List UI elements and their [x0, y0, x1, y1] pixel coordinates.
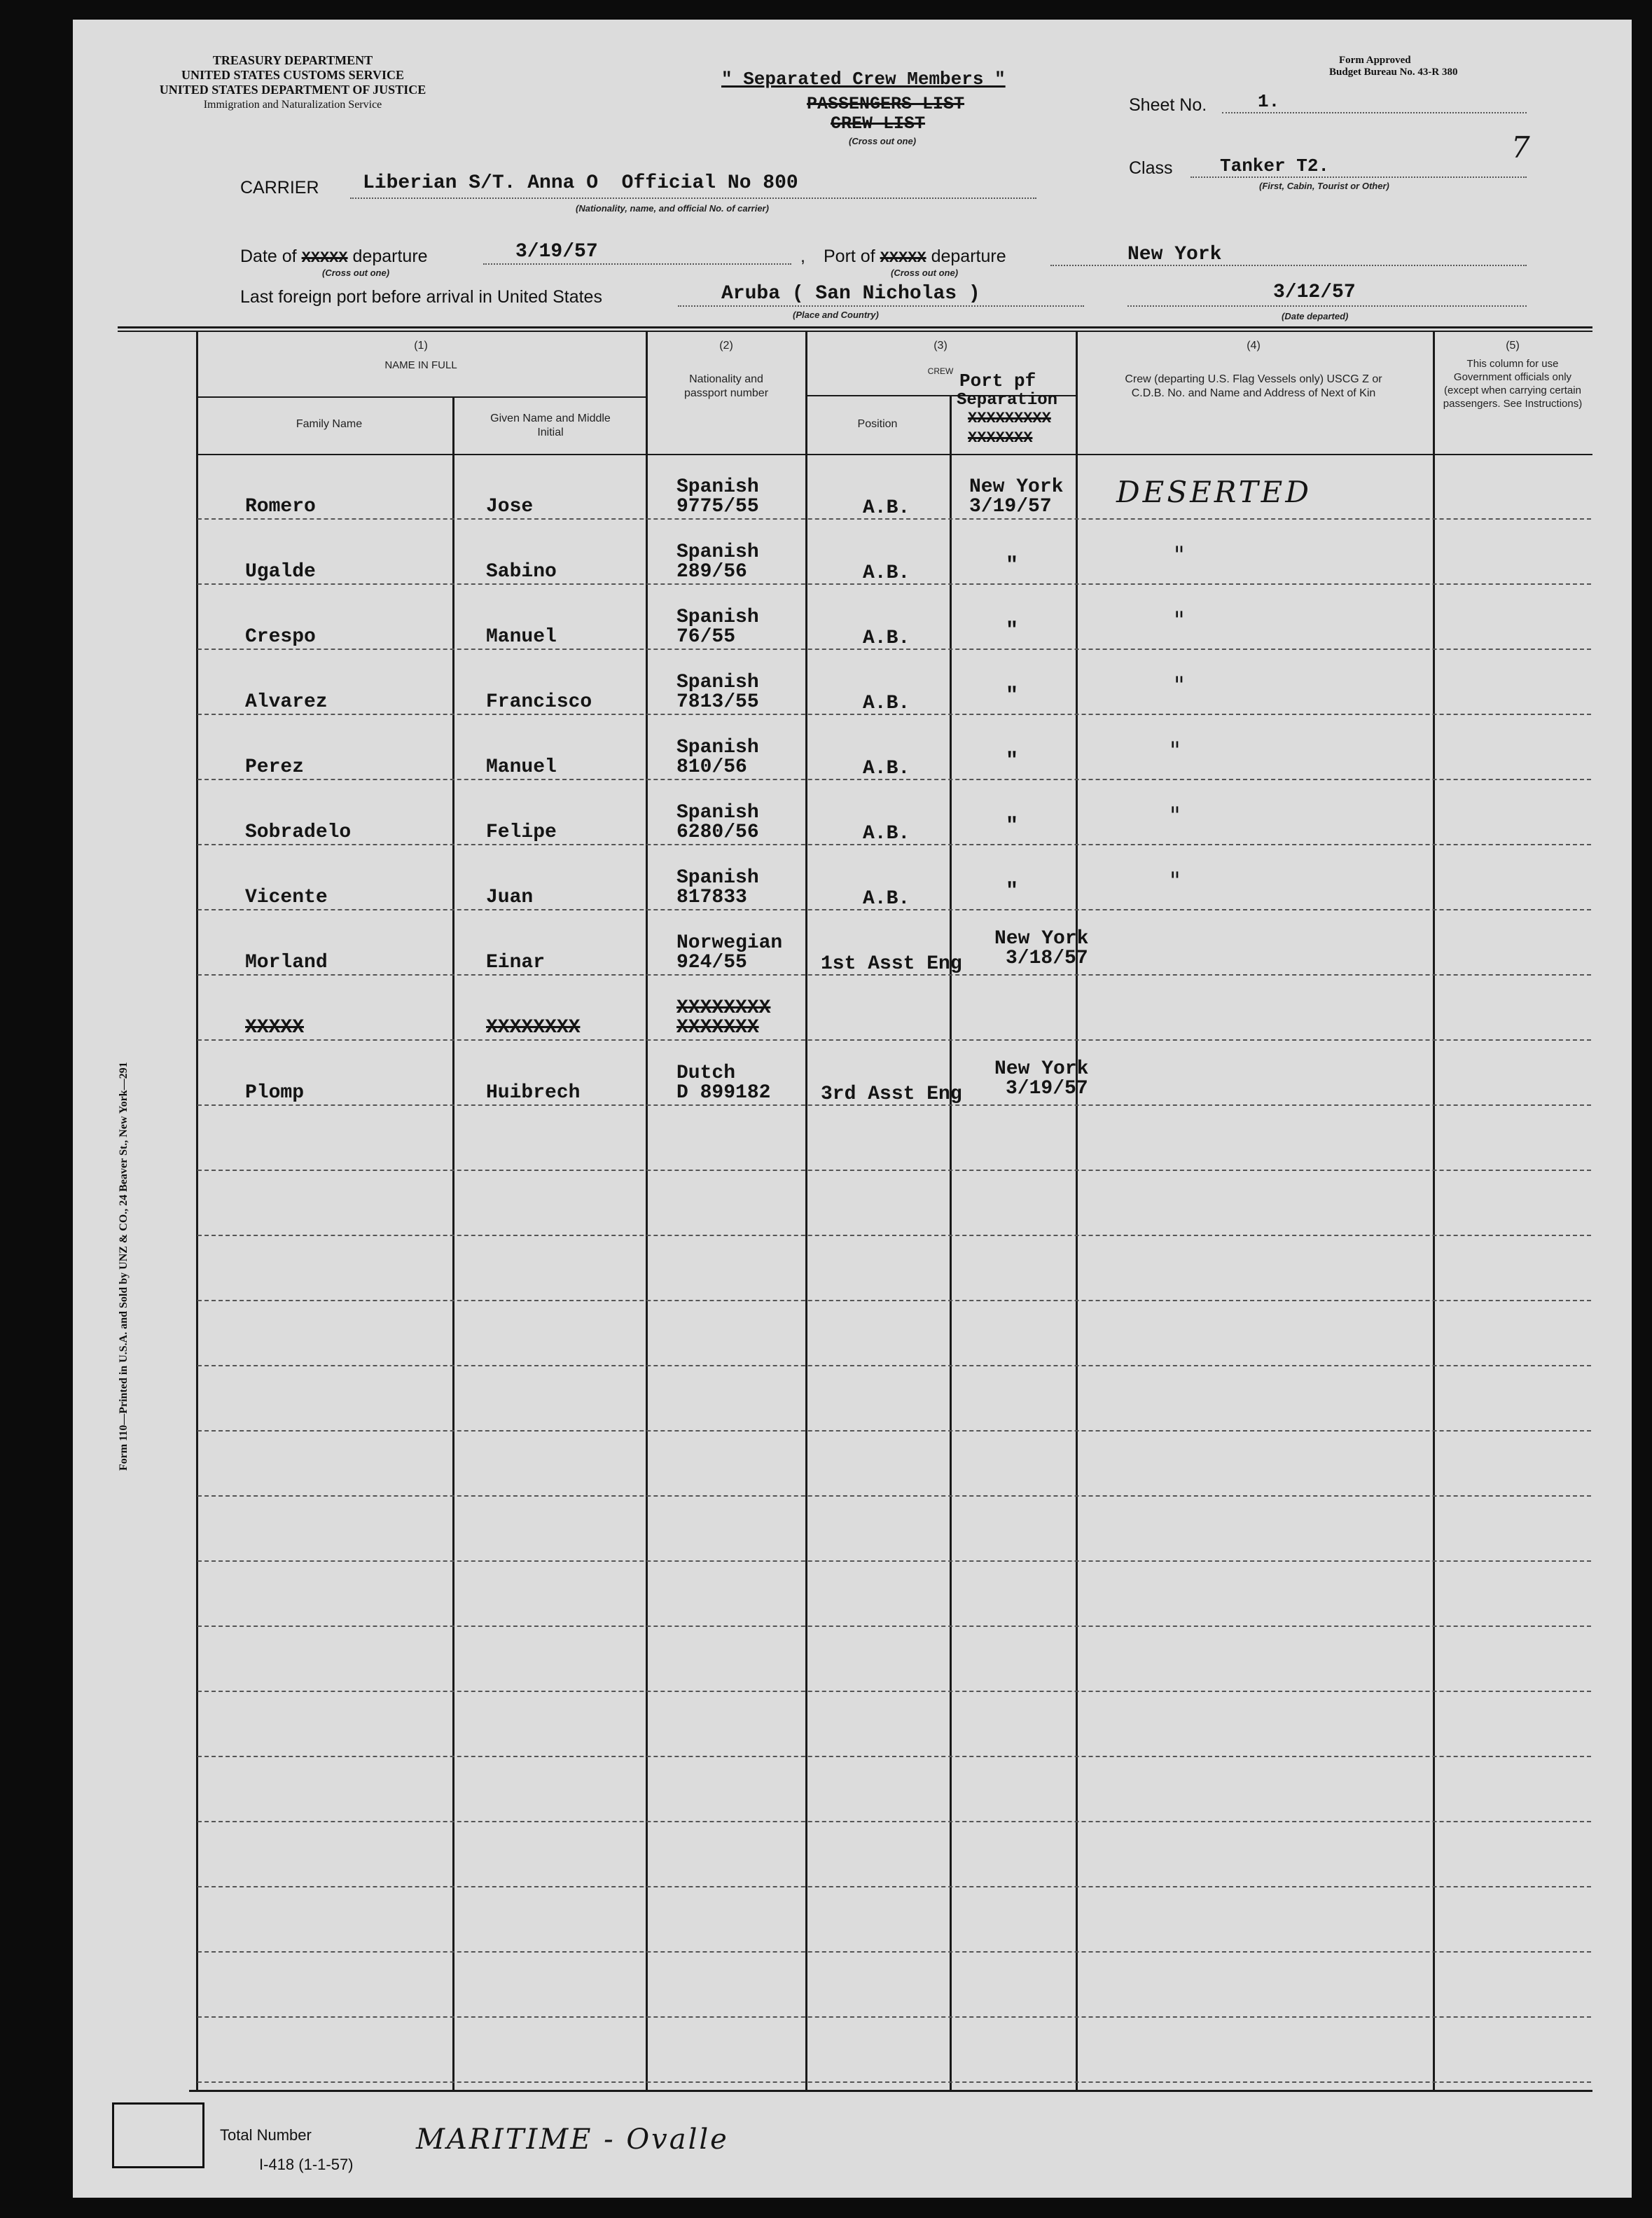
class-rule [1191, 176, 1527, 178]
family-name-cell: Perez [245, 756, 305, 778]
sheet-rule [1222, 112, 1527, 113]
col3b-struck-1: XXXXXXXXX [968, 410, 1051, 427]
departure-port: New York [1127, 244, 1222, 265]
given-name-cell: Juan [486, 887, 534, 908]
port-ditto-cell: " [1006, 749, 1019, 773]
sheet-value: 1. [1258, 91, 1280, 112]
col1-number: (1) [414, 340, 428, 352]
col5-header [1443, 339, 1583, 410]
given-name-cell: Manuel [486, 756, 557, 778]
col5-number: (5) [1506, 340, 1520, 352]
row-rule [197, 1560, 1591, 1562]
nationality-cell: Spanish [676, 802, 759, 824]
position-cell: A.B. [863, 823, 910, 845]
class-value: Tanker T2. [1220, 155, 1330, 176]
row-rule [197, 1626, 1591, 1627]
date-struck: XXXXX [301, 249, 348, 267]
justice-line: UNITED STATES DEPARTMENT OF JUSTICE [159, 83, 426, 97]
margin-number: 7 [1511, 130, 1530, 165]
given-name-cell: Sabino [486, 561, 557, 583]
family-name-cell: Plomp [245, 1082, 305, 1104]
remark-cell: " [1174, 672, 1185, 700]
approval-line1: Form Approved [1339, 55, 1411, 66]
port-rule [1050, 265, 1527, 266]
nationality-cell: Spanish [676, 607, 759, 628]
port-ditto-cell: " [1006, 815, 1019, 838]
agency-header [153, 53, 433, 112]
col4-number: (4) [1247, 340, 1261, 352]
nationality-cell: Norwegian [676, 932, 783, 954]
row-rule [197, 1170, 1591, 1171]
nationality-cell: Spanish [676, 476, 759, 498]
treasury-line: TREASURY DEPARTMENT [212, 53, 373, 67]
port-ditto-cell: " [1006, 880, 1019, 903]
carrier-note: (Nationality, name, and official No. of carrier) [576, 203, 769, 214]
total-number-label: Total Number [220, 2126, 312, 2144]
given-name-cell: Francisco [486, 691, 592, 713]
family-name-cell: Alvarez [245, 691, 328, 713]
separation-date-cell: 3/19/57 [1006, 1078, 1088, 1100]
col3a-position: Position [857, 418, 898, 430]
col4-header [1113, 339, 1394, 401]
row-rule [197, 1691, 1591, 1692]
date-rule [483, 263, 791, 265]
table-bottom-rule [189, 2090, 1592, 2092]
handwritten-signature: MARITIME - Ovalle [416, 2123, 729, 2156]
row-rule [197, 1886, 1591, 1887]
passport-cell: 7813/55 [676, 691, 759, 713]
given-name-cell: Einar [486, 952, 546, 973]
position-cell: 1st Asst Eng [821, 953, 962, 975]
col3b-struck-2: XXXXXXX [968, 429, 1033, 447]
col3b-header [957, 371, 1057, 410]
position-cell: A.B. [863, 562, 910, 584]
passport-cell: 76/55 [676, 626, 736, 648]
remark-cell: " [1169, 867, 1181, 895]
family-name-cell: XXXXX [245, 1017, 305, 1039]
row-rule [197, 1430, 1591, 1432]
port-ditto-cell: " [1006, 619, 1019, 643]
last-port-date: 3/12/57 [1273, 282, 1356, 303]
nationality-cell: Spanish [676, 737, 759, 758]
col2-title: Nationality and passport number [683, 373, 769, 399]
cross-out-note: (Cross out one) [849, 136, 917, 146]
passport-cell: 924/55 [676, 952, 747, 973]
last-port-label: Last foreign port before arrival in United States [240, 287, 602, 307]
row-rule [197, 1495, 1591, 1497]
name-subheader-rule [196, 396, 646, 398]
remark-cell: " [1169, 737, 1181, 765]
side-imprint: Form 110—Printed in U.S.A. and Sold by UNZ & CO., 24 Beaver St., New York—291 [118, 1062, 130, 1471]
row-rule [197, 1365, 1591, 1366]
passport-cell: D 899182 [676, 1082, 771, 1104]
given-name-cell: Jose [486, 496, 534, 518]
given-name-cell: Felipe [486, 822, 557, 843]
col5-title: This column for use Government officials only (except when carrying certain passengers. See Instructions) [1443, 358, 1583, 410]
col-left-border [196, 332, 198, 2090]
struck-crew-list: CREW LIST [831, 113, 926, 134]
nationality-cell: Spanish [676, 672, 759, 693]
passport-cell: 9775/55 [676, 496, 759, 518]
col1-title: NAME IN FULL [384, 359, 457, 371]
col-divider-name [452, 398, 454, 2090]
passport-cell: 817833 [676, 887, 747, 908]
port-label [824, 247, 1006, 267]
nationality-cell: Spanish [676, 867, 759, 889]
col2-number: (2) [719, 340, 733, 352]
nationality-cell: Dutch [676, 1062, 736, 1084]
port-cell: New York [969, 476, 1064, 498]
family-name-cell: Morland [245, 952, 328, 973]
last-port-date-rule [1127, 305, 1527, 307]
port-ditto-cell: " [1006, 684, 1019, 708]
col3-title: CREW [927, 366, 954, 376]
passport-cell: 289/56 [676, 561, 747, 583]
class-label: Class [1129, 158, 1173, 178]
remark-cell: DESERTED [1116, 475, 1312, 509]
family-name-cell: Ugalde [245, 561, 316, 583]
passport-cell: 810/56 [676, 756, 747, 778]
row-rule [197, 1235, 1591, 1236]
last-port-note: (Place and Country) [793, 310, 879, 320]
position-cell: A.B. [863, 758, 910, 779]
col3b-typed-1: Port pf [959, 370, 1036, 391]
carrier-value: Liberian S/T. Anna O Official No 800 [363, 172, 798, 194]
col4-title: Crew (departing U.S. Flag Vessels only) USCG Z or C.D.B. No. and Name and Address of Next of Kin [1125, 373, 1382, 399]
family-name-cell: Sobradelo [245, 822, 352, 843]
date-label-pre: Date of [240, 247, 297, 266]
total-number-box [112, 2102, 204, 2168]
customs-line: UNITED STATES CUSTOMS SERVICE [181, 68, 404, 82]
position-cell: A.B. [863, 888, 910, 910]
nationality-cell: XXXXXXXX [676, 997, 771, 1019]
date-label-post: departure [352, 247, 428, 266]
port-ditto-cell: " [1006, 554, 1019, 578]
given-name-cell: Huibrech [486, 1082, 581, 1104]
row-rule [197, 1039, 1591, 1041]
typed-title: " Separated Crew Members " [721, 69, 1006, 90]
separation-date-cell: 3/18/57 [1006, 948, 1088, 969]
family-name-cell: Vicente [245, 887, 328, 908]
position-cell: A.B. [863, 497, 910, 519]
approval-line2: Budget Bureau No. 43-R 380 [1329, 67, 1458, 78]
col1a-family-name: Family Name [296, 418, 363, 430]
row-rule [197, 2081, 1591, 2083]
position-cell: 3rd Asst Eng [821, 1083, 962, 1105]
remark-cell: " [1174, 607, 1185, 635]
row-rule [197, 1821, 1591, 1822]
col-divider-2-3 [805, 332, 807, 2090]
sheet-label: Sheet No. [1129, 95, 1207, 115]
nationality-cell: Spanish [676, 541, 759, 563]
port-cell: New York [994, 1058, 1089, 1080]
ins-line: Immigration and Naturalization Service [203, 99, 382, 111]
col3-number: (3) [933, 340, 948, 352]
col-divider-3a-3b [950, 396, 952, 2090]
last-port-date-note: (Date departed) [1282, 311, 1349, 321]
family-name-cell: Crespo [245, 626, 316, 648]
col1-header [196, 339, 646, 373]
remark-cell: " [1169, 802, 1181, 830]
table-top-rule [118, 326, 1592, 328]
col-divider-4-5 [1433, 332, 1435, 2090]
table-top-rule-2 [118, 331, 1592, 332]
last-port-value: Aruba ( San Nicholas ) [721, 283, 980, 305]
passport-cell: 6280/56 [676, 822, 759, 843]
port-struck: XXXXX [880, 249, 926, 267]
row-rule [197, 2016, 1591, 2018]
carrier-rule [350, 197, 1036, 199]
col3b-typed-2: Separation [957, 391, 1058, 410]
separation-date-cell: 3/19/57 [969, 496, 1052, 518]
date-label [240, 247, 428, 267]
struck-passengers-list: PASSENGERS LIST [807, 94, 965, 114]
col-divider-1-2 [646, 332, 648, 2090]
position-cell: A.B. [863, 693, 910, 714]
class-note: (First, Cabin, Tourist or Other) [1259, 181, 1389, 191]
header-bottom-rule [196, 454, 1592, 455]
port-label-pre: Port of [824, 247, 875, 266]
comma: , [800, 247, 805, 266]
port-note: (Cross out one) [891, 268, 959, 278]
col2-header [650, 339, 803, 401]
row-rule [197, 1756, 1591, 1757]
remark-cell: " [1174, 541, 1185, 569]
form-number: I-418 (1-1-57) [259, 2156, 354, 2173]
col-divider-3-4 [1076, 332, 1078, 2090]
given-name-cell: XXXXXXXX [486, 1017, 581, 1039]
family-name-cell: Romero [245, 496, 316, 518]
form-approval [1329, 55, 1458, 78]
last-port-rule [678, 305, 1084, 307]
position-cell: A.B. [863, 628, 910, 649]
port-cell: New York [994, 928, 1089, 950]
given-name-cell: Manuel [486, 626, 557, 648]
passport-cell: XXXXXXX [676, 1017, 759, 1039]
carrier-label: CARRIER [240, 178, 319, 197]
col1b-given-name: Given Name and Middle Initial [490, 413, 611, 438]
date-note: (Cross out one) [322, 268, 390, 278]
col3b-struck [968, 409, 1051, 448]
row-rule [197, 1300, 1591, 1301]
port-label-post: departure [931, 247, 1006, 266]
departure-date: 3/19/57 [515, 241, 598, 263]
row-rule [197, 1951, 1591, 1953]
